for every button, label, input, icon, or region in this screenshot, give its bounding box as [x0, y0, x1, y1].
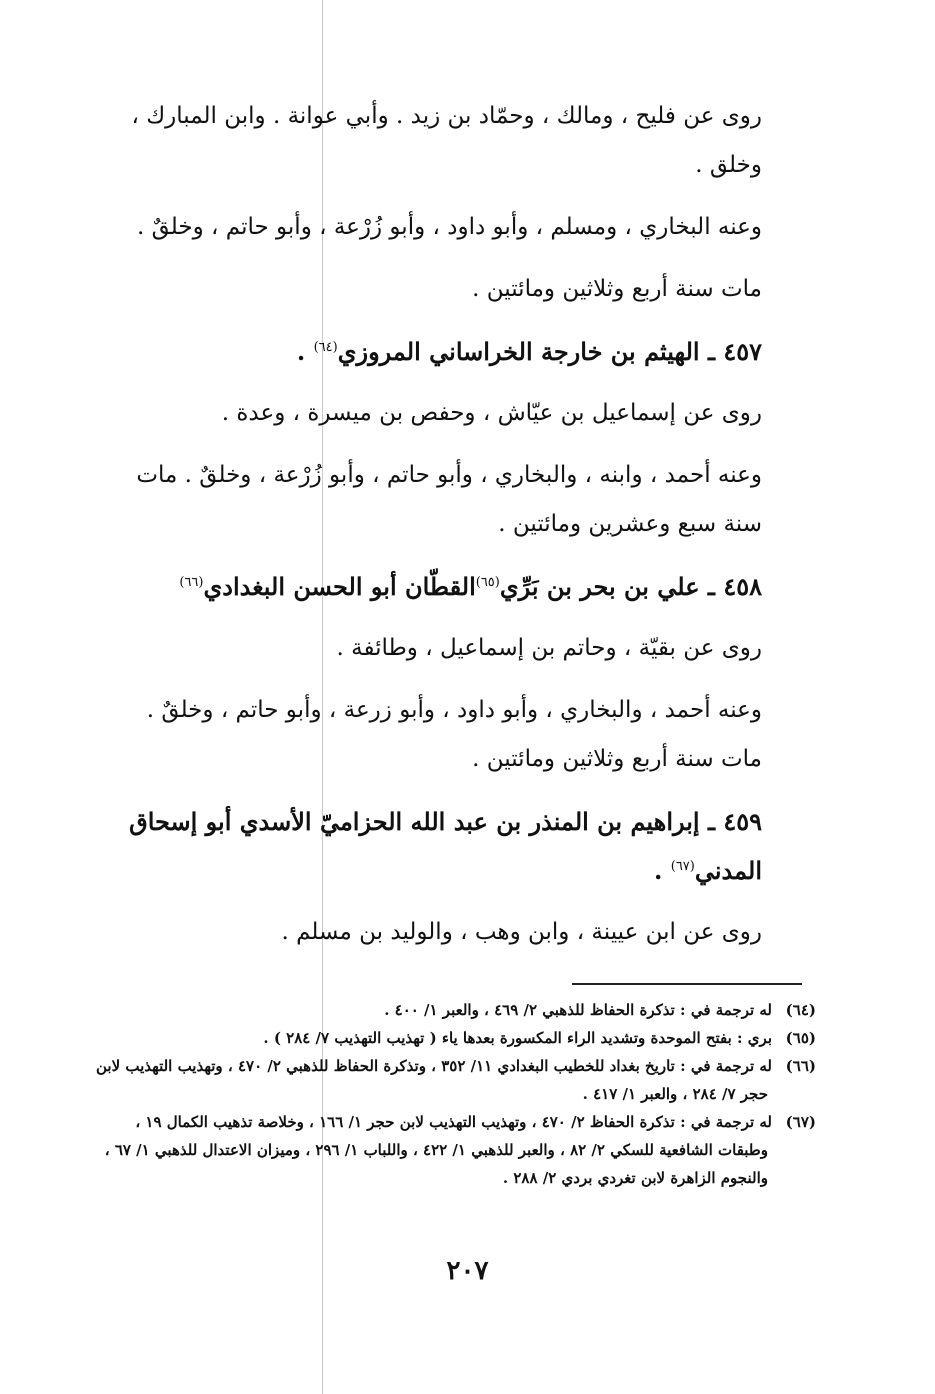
footnote-number: (٦٥)	[785, 1029, 816, 1047]
footnote	[96, 1108, 816, 1192]
main-text	[100, 92, 820, 970]
footnote-ref: (٦٥)	[475, 575, 500, 590]
paragraph: مات سنة أربع وثلاثين ومائتين .	[472, 276, 762, 302]
entry-title-cont: القطّان أبو الحسن البغدادي	[203, 572, 476, 601]
footnote-text: له ترجمة في : تاريخ بغداد للخطيب البغدادي ١١/ ٣٥٢ ، وتذكرة الحفاظ للذهبي ٢/ ٤٧٠ ، وتهذيب التهذيب لابن حجر ٧/ ٢٨٤ ، والعبر ١/ ٤١٧ .	[96, 1057, 772, 1103]
footnote	[96, 996, 816, 1024]
entry-title: ـ إبراهيم بن المنذر بن عبد الله الحزاميّ الأسدي أبو إسحاق المدني	[129, 807, 762, 885]
footnote-ref: (٦٦)	[179, 575, 204, 590]
entry-heading-459	[100, 797, 820, 895]
entry-title: ـ الهيثم بن خارجة الخراساني المروزي	[337, 337, 715, 366]
paragraph: وعنه البخاري ، ومسلم ، وأبو داود ، وأبو زُرْعة ، وأبو حاتم ، وخلقٌ .	[136, 214, 762, 240]
footnote-number: (٦٦)	[785, 1057, 816, 1075]
footnote-ref: (٦٧)	[670, 859, 695, 874]
footnote-text: له ترجمة في : تذكرة الحفاظ ٢/ ٤٧٠ ، وتهذيب التهذيب لابن حجر ١/ ١٦٦ ، وخلاصة تذهيب الكمال ١٩ ، وطبقات الشافعية للسكي ٢/ ٨٢ ، والعبر للذهبي ١/ ٤٢٢ ، واللباب ١/ ٢٩٦ ، وميزان الاعتدال للذهبي ١/ ٦٧ ، والنجوم الزاهرة لابن تغردي بردي ٢/ ٢٨٨ .	[104, 1113, 772, 1187]
entry-tail: .	[654, 856, 671, 885]
footnote	[96, 1052, 816, 1108]
paragraph: روى عن بقيّة ، وحاتم بن إسماعيل ، وطائفة .	[336, 635, 762, 661]
paragraph: روى عن فليح ، ومالك ، وحمّاد بن زيد . وأبي عوانة . وابن المبارك ، وخلق .	[131, 103, 762, 178]
paragraph: روى عن ابن عيينة ، وابن وهب ، والوليد بن مسلم .	[281, 919, 762, 945]
footnote	[96, 1024, 816, 1052]
entry-number: ٤٥٧	[723, 337, 762, 366]
entry-heading-458	[100, 562, 820, 611]
footnote-text: بري : بفتح الموحدة وتشديد الراء المكسورة بعدها ياء ( تهذيب التهذيب ٧/ ٢٨٤ ) .	[263, 1029, 772, 1047]
footnotes	[96, 996, 816, 1192]
footnote-number: (٦٧)	[785, 1113, 816, 1131]
entry-heading-457	[100, 327, 820, 376]
entry-number: ٤٥٨	[723, 572, 762, 601]
footnote-text: له ترجمة في : تذكرة الحفاظ للذهبي ٢/ ٤٦٩ ، والعبر ١/ ٤٠٠ .	[384, 1001, 772, 1019]
footnote-separator	[572, 983, 802, 985]
page-number: ٢٠٧	[446, 1256, 489, 1286]
footnote-ref: (٦٤)	[313, 340, 338, 355]
footnote-number: (٦٤)	[785, 1001, 816, 1019]
entry-tail: .	[296, 337, 314, 366]
entry-title: ـ علي بن بحر بن بَرِّي	[499, 572, 715, 601]
paragraph: وعنه أحمد ، وابنه ، والبخاري ، وأبو حاتم ، وأبو زُرْعة ، وخلقٌ . مات سنة سبع وعشرين ومائتين .	[136, 462, 762, 537]
entry-number: ٤٥٩	[723, 807, 762, 836]
paragraph: وعنه أحمد ، والبخاري ، وأبو داود ، وأبو زرعة ، وأبو حاتم ، وخلقٌ . مات سنة أربع وثلاثين ومائتين .	[146, 697, 762, 772]
paragraph: روى عن إسماعيل بن عيّاش ، وحفص بن ميسرة ، وعدة .	[221, 400, 762, 426]
